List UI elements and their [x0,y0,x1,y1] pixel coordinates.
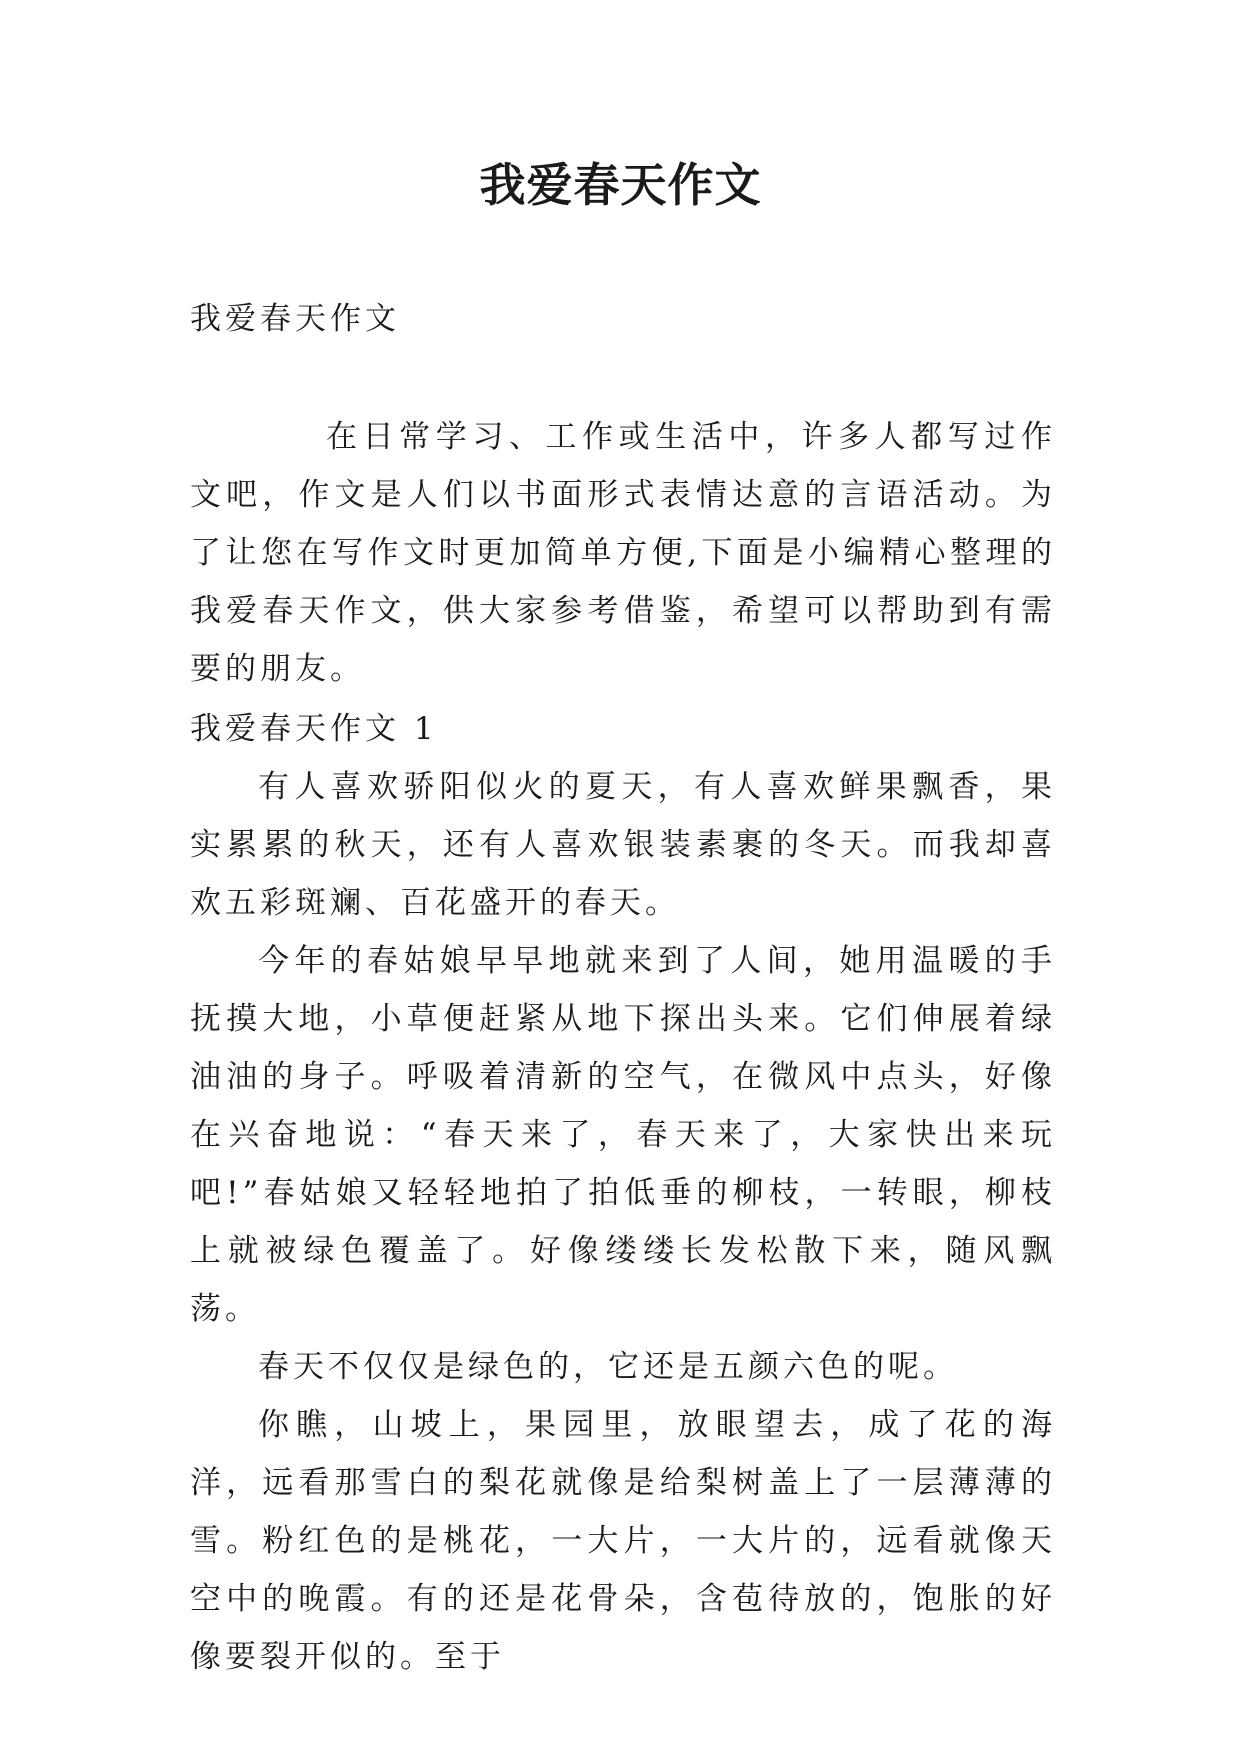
document-title: 我爱春天作文 [479,158,762,212]
essay-paragraph: 你瞧，山坡上，果园里，放眼望去，成了花的海洋，远看那雪白的梨花就像是给梨树盖上了一层薄薄的雪。粉红色的是桃花，一大片，一大片的，远看就像天空中的晚霞。有的还是花骨朵，含苞待放的，饱胀的好像要裂开似的。至于 [190,1407,1056,1675]
essay-paragraph: 春天不仅仅是绿色的，它还是五颜六色的呢。 [258,1349,958,1385]
intro-paragraph: 在日常学习、工作或生活中，许多人都写过作文吧，作文是人们以书面形式表情达意的言语活动。为了让您在写作文时更加简单方便,下面是小编精心整理的我爱春天作文，供大家参考借鉴，希望可以帮助到有需要的朋友。 [190,419,1056,687]
section-heading: 我爱春天作文 1 [190,711,438,747]
essay-body [190,758,1056,1686]
document-subtitle: 我爱春天作文 [190,301,400,337]
essay-paragraph: 有人喜欢骄阳似火的夏天，有人喜欢鲜果飘香，果实累累的秋天，还有人喜欢银装素裹的冬天。而我却喜欢五彩斑斓、百花盛开的春天。 [190,769,1056,921]
essay-paragraph: 今年的春姑娘早早地就来到了人间，她用温暖的手抚摸大地，小草便赶紧从地下探出头来。它们伸展着绿油油的身子。呼吸着清新的空气，在微风中点头，好像在兴奋地说：“春天来了，春天来了，大家快出来玩吧!”春姑娘又轻轻地拍了拍低垂的柳枝，一转眼，柳枝上就被绿色覆盖了。好像缕缕长发松散下来，随风飘荡。 [190,943,1056,1327]
